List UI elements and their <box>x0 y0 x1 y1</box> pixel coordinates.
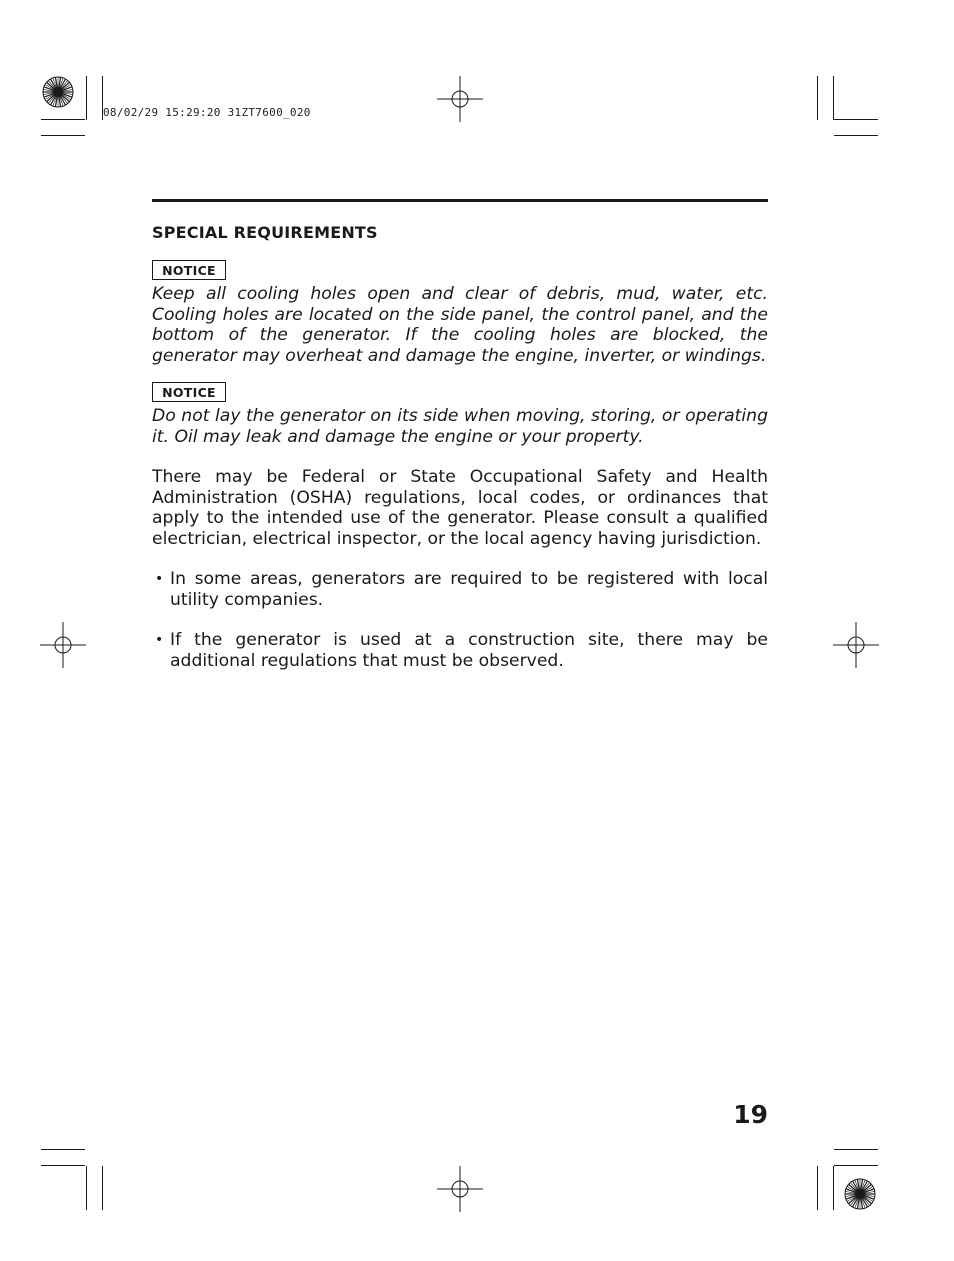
bullet-icon: • <box>155 632 164 648</box>
crop-mark <box>834 1165 878 1166</box>
crop-mark <box>102 1166 103 1210</box>
list-item <box>155 630 768 671</box>
crop-mark <box>817 1166 818 1210</box>
bullet-icon: • <box>155 571 164 587</box>
notice-text: Do not lay the generator on its side when moving, storing, or operating it. Oil may leak and damage the engine or your property. <box>152 406 768 447</box>
crop-mark <box>834 135 878 136</box>
page-number: 19 <box>733 1100 768 1129</box>
registration-crosshair-icon <box>437 1166 483 1212</box>
list-item <box>155 569 768 610</box>
crop-mark <box>833 76 834 120</box>
section-rule <box>152 199 768 202</box>
crop-mark <box>41 1149 85 1150</box>
crop-mark <box>41 119 85 120</box>
list-item-text: In some areas, generators are required to be registered with local utility companies. <box>170 569 768 610</box>
registration-crosshair-icon <box>40 622 86 668</box>
notice-label: NOTICE <box>152 382 226 402</box>
crop-mark <box>817 76 818 120</box>
notice-text: Keep all cooling holes open and clear of debris, mud, water, etc. Cooling holes are located on the side panel, the control panel, and the bottom of the generator. If the cooling holes are blocked, the generator may overheat and damage the engine, inverter, or windings. <box>152 284 768 366</box>
notice-label: NOTICE <box>152 260 226 280</box>
list-item-text: If the generator is used at a construction site, there may be additional regulations that must be observed. <box>170 630 768 671</box>
crop-mark <box>834 119 878 120</box>
crop-mark <box>86 1166 87 1210</box>
crop-mark <box>102 76 103 120</box>
crop-mark <box>834 1149 878 1150</box>
registration-crosshair-icon <box>437 76 483 122</box>
starburst-target-icon <box>42 76 74 108</box>
crop-mark <box>41 135 85 136</box>
starburst-target-icon <box>844 1178 876 1210</box>
registration-crosshair-icon <box>833 622 879 668</box>
crop-mark <box>833 1166 834 1210</box>
print-slug: 08/02/29 15:29:20 31ZT7600_020 <box>103 106 311 119</box>
section-heading: SPECIAL REQUIREMENTS <box>152 223 378 242</box>
body-paragraph: There may be Federal or State Occupational Safety and Health Administration (OSHA) regulations, local codes, or ordinances that apply to the intended use of the generator. Please consult a qualified electrician, electrical inspector, or the local agency having jurisdiction. <box>152 467 768 549</box>
crop-mark <box>41 1165 85 1166</box>
crop-mark <box>86 76 87 120</box>
